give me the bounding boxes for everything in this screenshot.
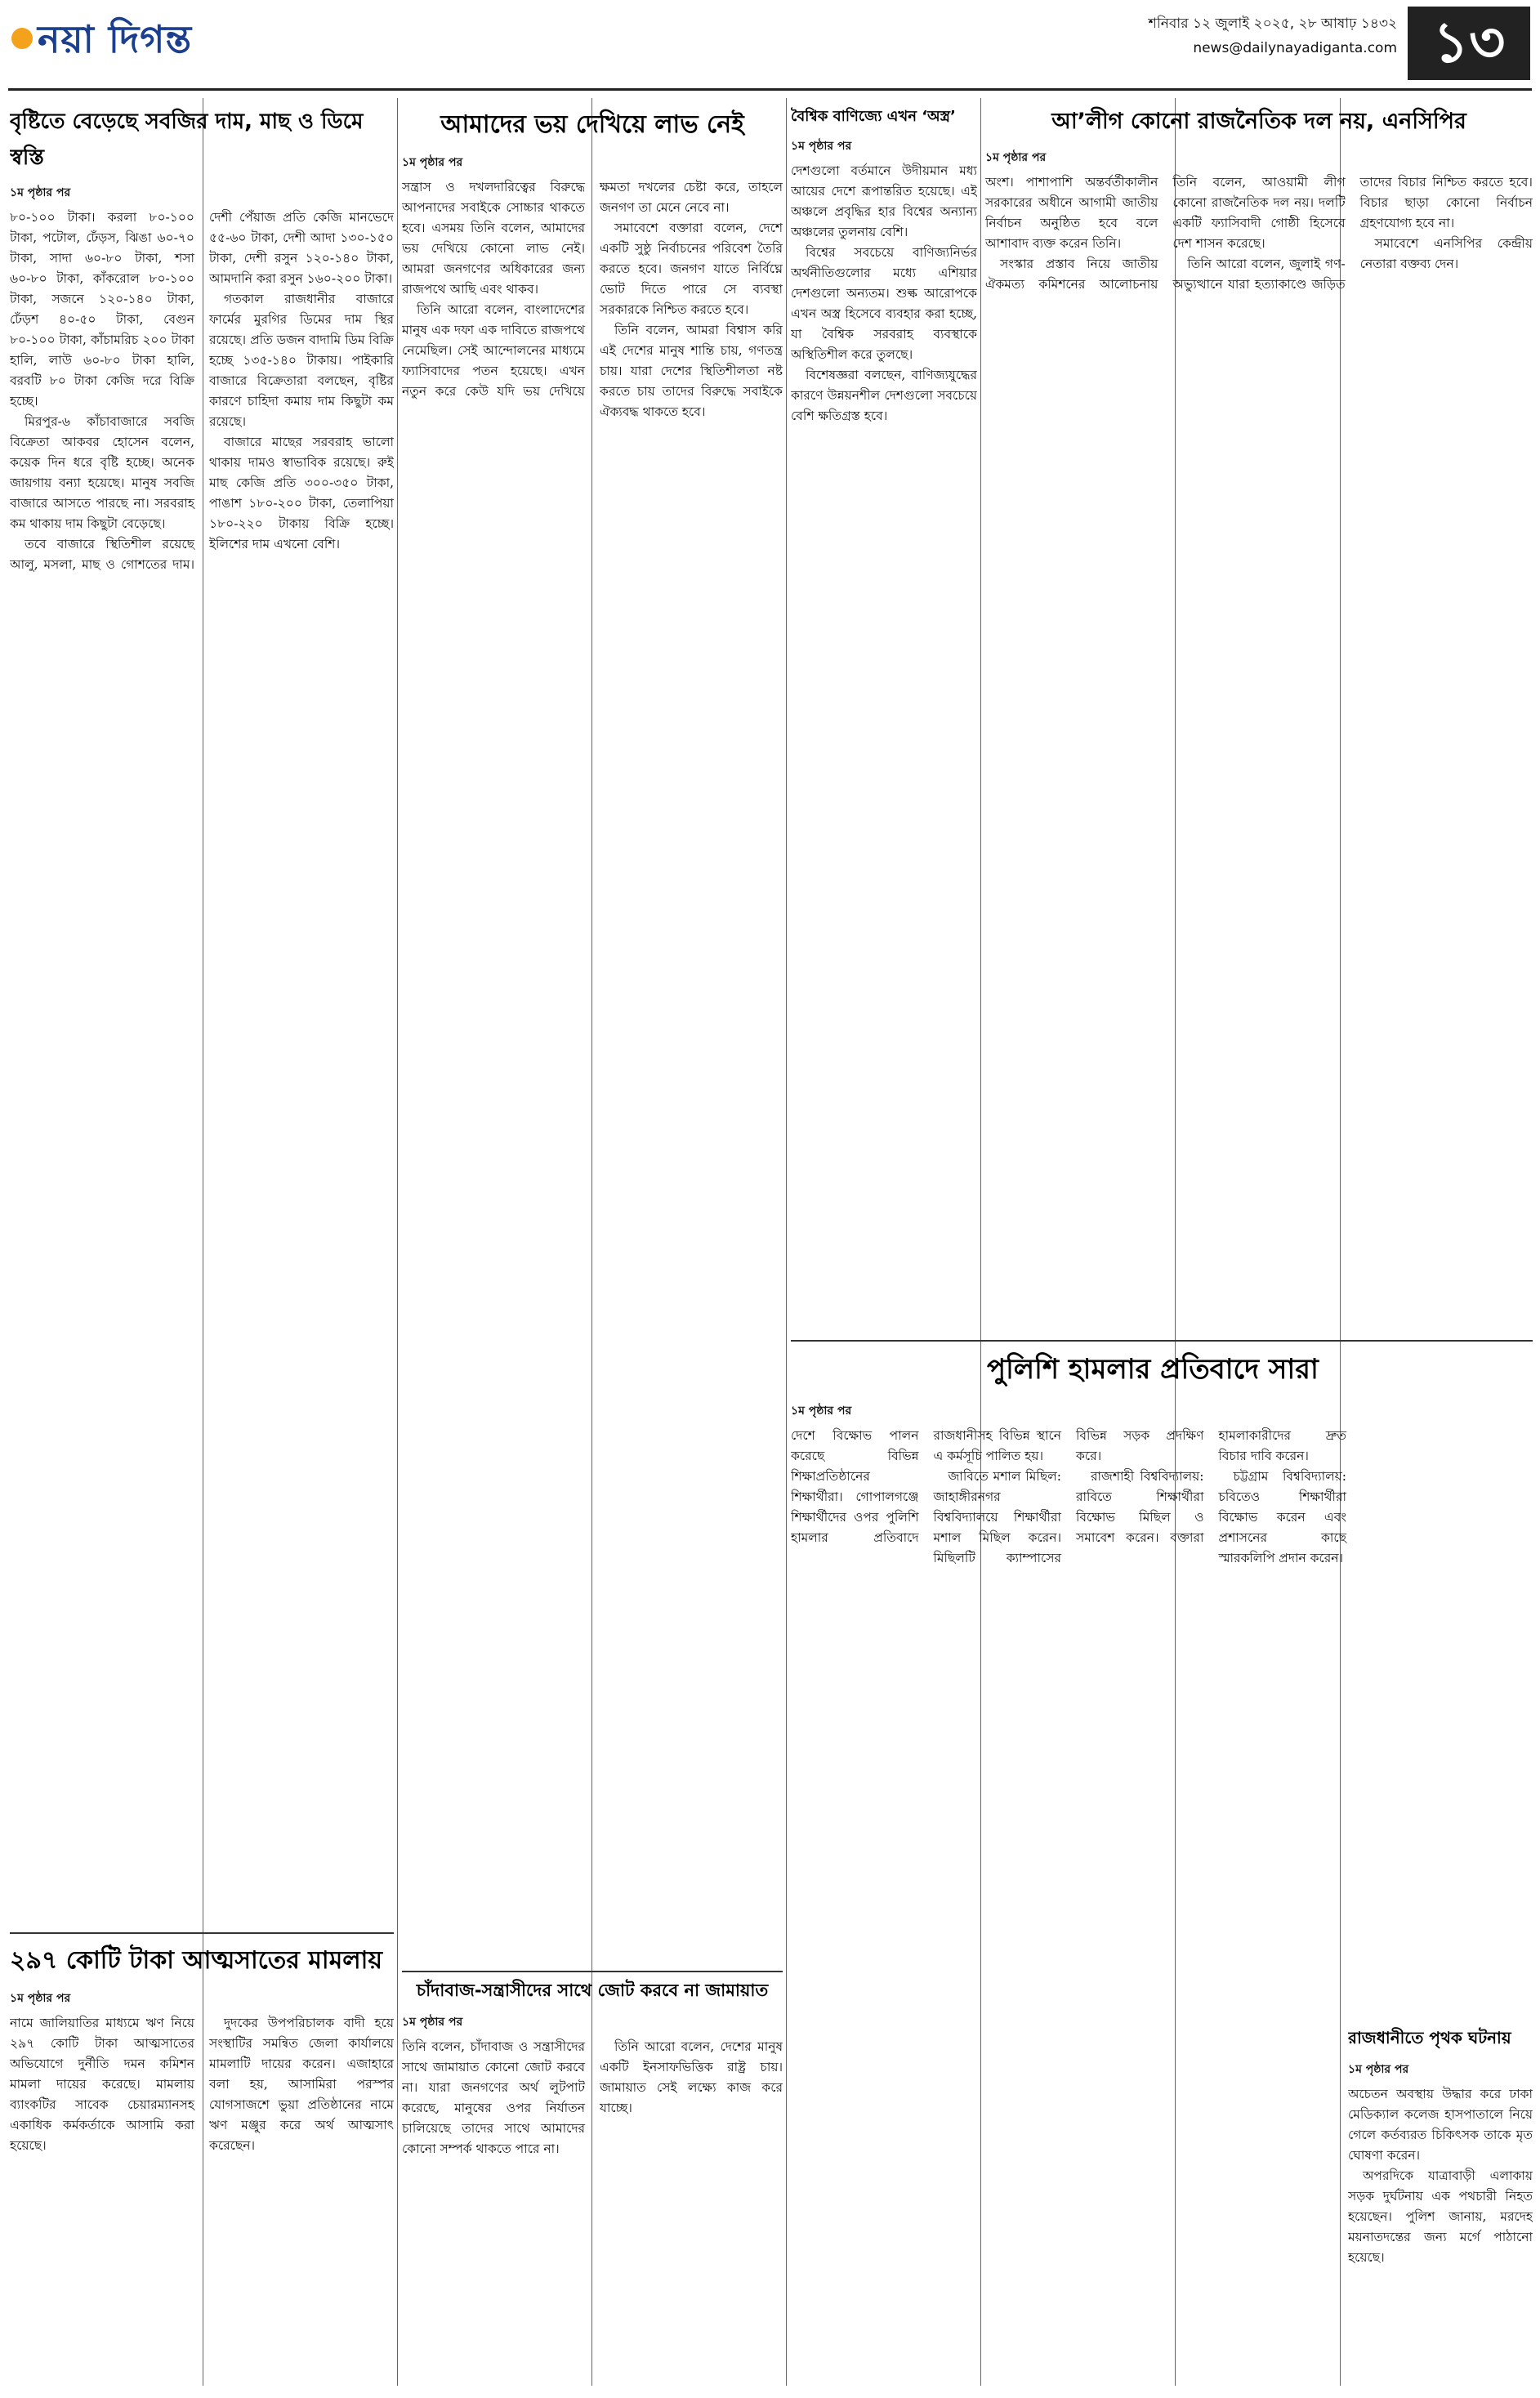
paragraph: তিনি আরো বলেন, জুলাই গণ-অভ্যুত্থানে যারা হত্যাকাণ্ডে জড়িত তাদের বিচার নিশ্চিত করতে হবে। বিচার ছাড়া কোনো নির্বাচন গ্রহণযোগ্য হবে না।	[1172, 175, 1533, 292]
paragraph: সন্ত্রাস ও দখলদারিত্বের বিরুদ্ধে আপনাদের সবাইকে সোচ্চার থাকতে হবে। এসময় তিনি বলেন, আমাদের ভয় দেখিয়ে কোনো লাভ নেই। আমরা জনগণের অধিকারের জন্য রাজপথে আছি এবং থাকব।	[402, 180, 585, 297]
masthead	[0, 0, 1540, 92]
paragraph: সংস্কার প্রস্তাব নিয়ে জাতীয় ঐকমত্য কমিশনের আলোচনায় তিনি বলেন, আওয়ামী লীগ কোনো রাজনৈতিক দল নয়। দলটি একটি ফ্যাসিবাদী গোষ্ঠী হিসেবে দেশ শাসন করেছে।	[985, 175, 1346, 292]
paragraph: সমাবেশে বক্তারা বলেন, দেশে একটি সুষ্ঠু নির্বাচনের পরিবেশ তৈরি করতে হবে। জনগণ যাতে নির্বিঘ্নে ভোট দিতে পারে সে ব্যবস্থা সরকারকে নিশ্চিত করতে হবে।	[600, 221, 783, 317]
article-capital-incidents	[1348, 2026, 1533, 2382]
paragraph: অংশ। পাশাপাশি অন্তর্বর্তীকালীন সরকারের অধীনে আগামী জাতীয় নির্বাচন অনুষ্ঠিত হবে বলে আশাবাদ ব্যক্ত করেন তিনি।	[985, 175, 1158, 251]
continued-label: ১ম পৃষ্ঠার পর	[10, 186, 71, 199]
email-text: news@dailynayadiganta.com	[1193, 40, 1397, 56]
paragraph: চট্টগ্রাম বিশ্ববিদ্যালয়: চবিতেও শিক্ষার্থীরা বিক্ষোভ করেন এবং প্রশাসনের কাছে স্মারকলিপি প্রদান করেন।	[1218, 1469, 1346, 1565]
continued-label: ১ম পৃষ্ঠার পর	[1348, 2063, 1409, 2076]
newspaper-logo	[11, 11, 192, 74]
paragraph: তিনি আরো বলেন, দেশের মানুষ একটি ইনসাফভিত্তিক রাষ্ট্র চায়। জামায়াত সেই লক্ষ্যে কাজ করে যাচ্ছে।	[600, 2039, 783, 2115]
article-no-gain-scaring	[402, 105, 783, 1967]
paragraph: অপরদিকে যাত্রাবাড়ী এলাকায় সড়ক দুর্ঘটনায় এক পথচারী নিহত হয়েছেন। পুলিশ জানায়, মরদেহ ময়নাতদন্তের জন্য মর্গে পাঠানো হয়েছে।	[1348, 2168, 1533, 2265]
logo-text: নয়া দিগন্ত	[38, 17, 193, 61]
continued-label: ১ম পৃষ্ঠার পর	[402, 156, 463, 169]
paragraph: বিশ্বের সবচেয়ে বাণিজ্যনির্ভর অর্থনীতিগুলোর মধ্যে এশিয়ার দেশগুলো অন্যতম। শুল্ক আরোপকে এখন অস্ত্র হিসেবে ব্যবহার করা হচ্ছে, যা বৈশ্বিক সরবরাহ ব্যবস্থাকে অস্থিতিশীল করে তুলছে।	[791, 245, 977, 362]
article-global-trade	[791, 105, 977, 1338]
section-rule	[10, 1932, 394, 1934]
paragraph: তিনি বলেন, চাঁদাবাজ ও সন্ত্রাসীদের সাথে জামায়াত কোনো জোট করবে না। যারা জনগণের অর্থ লুটপাট করেছে, মানুষের ওপর নির্যাতন চালিয়েছে তাদের সাথে আমাদের কোনো সম্পর্ক থাকতে পারে না।	[402, 2039, 585, 2156]
paragraph: তবে বাজারে স্থিতিশীল রয়েছে আলু, মসলা, মাছ ও গোশতের দাম। দেশী পেঁয়াজ প্রতি কেজি মানভেদে ৫৫-৬০ টাকা, দেশী আদা ১৩০-১৫০ টাকা, দেশী রসুন ১২০-১৪০ টাকা, আমদানি করা রসুন ১৬০-২০০ টাকা।	[10, 210, 394, 572]
paragraph: ৮০-১০০ টাকা। করলা ৮০-১০০ টাকা, পটোল, ঢেঁড়স, ঝিঙা ৬০-৭০ টাকা, সাদা ৬০-৮০ টাকা, শসা ৬০-৮০ টাকা, কাঁকরোল ৮০-১০০ টাকা, সজনে ১২০-১৪০ টাকা, ঢেঁড়শ ৪০-৫০ টাকা, বেগুন ৮০-১০০ টাকা, কাঁচামরিচ ২০০ টাকা হালি, লাউ ৬০-৮০ টাকা হালি, বরবটি ৮০ টাকা কেজি দরে বিক্রি হচ্ছে।	[10, 210, 194, 409]
section-rule	[791, 1340, 1533, 1342]
paragraph: জাবিতে মশাল মিছিল: জাহাঙ্গীরনগর বিশ্ববিদ্যালয়ে শিক্ষার্থীরা মশাল মিছিল করেন। মিছিলটি ক্যাম্পাসের বিভিন্ন সড়ক প্রদক্ষিণ করে।	[933, 1428, 1204, 1565]
paragraph: দুদকের উপপরিচালক বাদী হয়ে সংস্থাটির সমন্বিত জেলা কার্যালয়ে মামলাটি দায়ের করেন। এজাহারে বলা হয়, আসামিরা পরস্পর যোগসাজশে ভুয়া প্রতিষ্ঠানের নামে ঋণ মঞ্জুর করে অর্থ আত্মসাৎ করেছেন।	[209, 2016, 394, 2153]
paragraph: তিনি আরো বলেন, বাংলাদেশের মানুষ এক দফা এক দাবিতে রাজপথে নেমেছিল। সেই আন্দোলনের মাধ্যমে ফ্যাসিবাদের পতন হয়েছে। এখন নতুন করে কেউ যদি ভয় দেখিয়ে ক্ষমতা দখলের চেষ্টা করে, তাহলে জনগণ তা মেনে নেবে না।	[402, 180, 783, 399]
paragraph: অচেতন অবস্থায় উদ্ধার করে ঢাকা মেডিক্যাল কলেজ হাসপাতালে নিয়ে গেলে কর্তব্যরত চিকিৎসক তাকে মৃত ঘোষণা করেন।	[1348, 2087, 1533, 2163]
continued-label: ১ম পৃষ্ঠার পর	[10, 1992, 71, 2005]
headline: রাজধানীতে পৃথক ঘটনায়	[1348, 2028, 1511, 2047]
paragraph: দেশে বিক্ষোভ পালন করেছে বিভিন্ন শিক্ষাপ্রতিষ্ঠানের শিক্ষার্থীরা। গোপালগঞ্জে শিক্ষার্থীদের ওপর পুলিশি হামলার প্রতিবাদে রাজধানীসহ বিভিন্ন স্থানে এ কর্মসূচি পালিত হয়।	[791, 1428, 1061, 1545]
headline: পুলিশি হামলার প্রতিবাদে সারা	[987, 1353, 1319, 1386]
continued-label: ১ম পৃষ্ঠার পর	[985, 151, 1047, 164]
headline: বৃষ্টিতে বেড়েছে সবজির দাম, মাছ ও ডিমে স্বস্তি	[10, 109, 364, 170]
column-divider	[397, 98, 398, 2386]
paragraph: গতকাল রাজধানীর বাজারে ফার্মের মুরগির ডিমের দাম স্থির রয়েছে। প্রতি ডজন বাদামি ডিম বিক্রি হচ্ছে ১৩৫-১৪০ টাকায়। পাইকারি বাজারে বিক্রেতারা বলছেন, বৃষ্টির কারণে চাহিদা কমায় দাম কিছুটা কম রয়েছে।	[209, 292, 394, 429]
paragraph: বিশেষজ্ঞরা বলছেন, বাণিজ্যযুদ্ধের কারণে উন্নয়নশীল দেশগুলো সবচেয়ে বেশি ক্ষতিগ্রস্ত হবে।	[791, 368, 977, 423]
continued-label: ১ম পৃষ্ঠার পর	[402, 2016, 463, 2029]
continued-label: ১ম পৃষ্ঠার পর	[791, 1404, 852, 1418]
article-awami-league	[985, 105, 1533, 922]
masthead-rule	[8, 88, 1532, 91]
continued-label: ১ম পৃষ্ঠার পর	[791, 140, 852, 153]
page-number: ১৩	[1408, 7, 1530, 80]
paragraph: তিনি বলেন, আমরা বিশ্বাস করি এই দেশের মানুষ শান্তি চায়, গণতন্ত্র চায়। যারা দেশের স্থিতিশীলতা নষ্ট করতে চায় তাদের বিরুদ্ধে সবাইকে ঐক্যবদ্ধ থাকতে হবে।	[600, 323, 783, 419]
paragraph: মিরপুর-৬ কাঁচাবাজারে সবজি বিক্রেতা আকবর হোসেন বলেন, কয়েক দিন ধরে বৃষ্টি হচ্ছে। অনেক জায়গায় বন্যা হয়েছে। মানুষ সবজি বাজারে আসতে পারছে না। সরবরাহ কম থাকায় দাম কিছুটা বেড়েছে।	[10, 414, 194, 531]
paragraph: দেশগুলো বর্তমানে উদীয়মান মধ্য আয়ের দেশে রূপান্তরিত হয়েছে। এই অঞ্চলে প্রবৃদ্ধির হার বিশ্বের অন্যান্য অঞ্চলের তুলনায় বেশি।	[791, 163, 977, 239]
headline: চাঁদাবাজ-সন্ত্রাসীদের সাথে জোট করবে না জামায়াত	[416, 1980, 769, 2000]
headline: বৈশ্বিক বাণিজ্যে এখন ‘অস্ত্র’	[791, 108, 956, 125]
column-divider	[786, 98, 787, 2386]
date-text: শনিবার ১২ জুলাই ২০২৫, ২৮ আষাঢ় ১৪৩২	[1148, 16, 1397, 32]
section-rule	[402, 1971, 783, 1972]
headline: আমাদের ভয় দেখিয়ে লাভ নেই	[440, 110, 744, 139]
headline: ২৯৭ কোটি টাকা আত্মসাতের মামলায়	[10, 1946, 383, 1975]
headline: আ’লীগ কোনো রাজনৈতিক দল নয়, এনসিপির	[1051, 109, 1466, 134]
paragraph: রাজশাহী বিশ্ববিদ্যালয়: রাবিতে শিক্ষার্থীরা বিক্ষোভ মিছিল ও সমাবেশ করেন। বক্তারা হামলাকারীদের দ্রুত বিচার দাবি করেন।	[1076, 1428, 1346, 1545]
article-vegetable-prices	[10, 105, 394, 1927]
paragraph: সমাবেশে এনসিপির কেন্দ্রীয় নেতারা বক্তব্য দেন।	[1359, 236, 1533, 271]
paragraph: বাজারে মাছের সরবরাহ ভালো থাকায় দামও স্বাভাবিক রয়েছে। রুই মাছ কেজি প্রতি ৩০০-৩৫০ টাকা, পাঙাশ ১৮০-২০০ টাকা, তেলাপিয়া ১৮০-২২০ টাকায় বিক্রি হচ্ছে। ইলিশের দাম এখনো বেশি।	[209, 435, 394, 551]
paragraph: নামে জালিয়াতির মাধ্যমে ঋণ নিয়ে ২৯৭ কোটি টাকা আত্মসাতের অভিযোগে দুর্নীতি দমন কমিশন মামলা দায়ের করেছে। মামলায় ব্যাংকটির সাবেক চেয়ারম্যানসহ একাধিক কর্মকর্তাকে আসামি করা হয়েছে।	[10, 2016, 194, 2153]
dateline	[1149, 11, 1397, 60]
sun-icon	[11, 28, 33, 49]
article-jamaat-alliance	[402, 1977, 783, 2382]
article-297-crore	[10, 1940, 394, 2382]
